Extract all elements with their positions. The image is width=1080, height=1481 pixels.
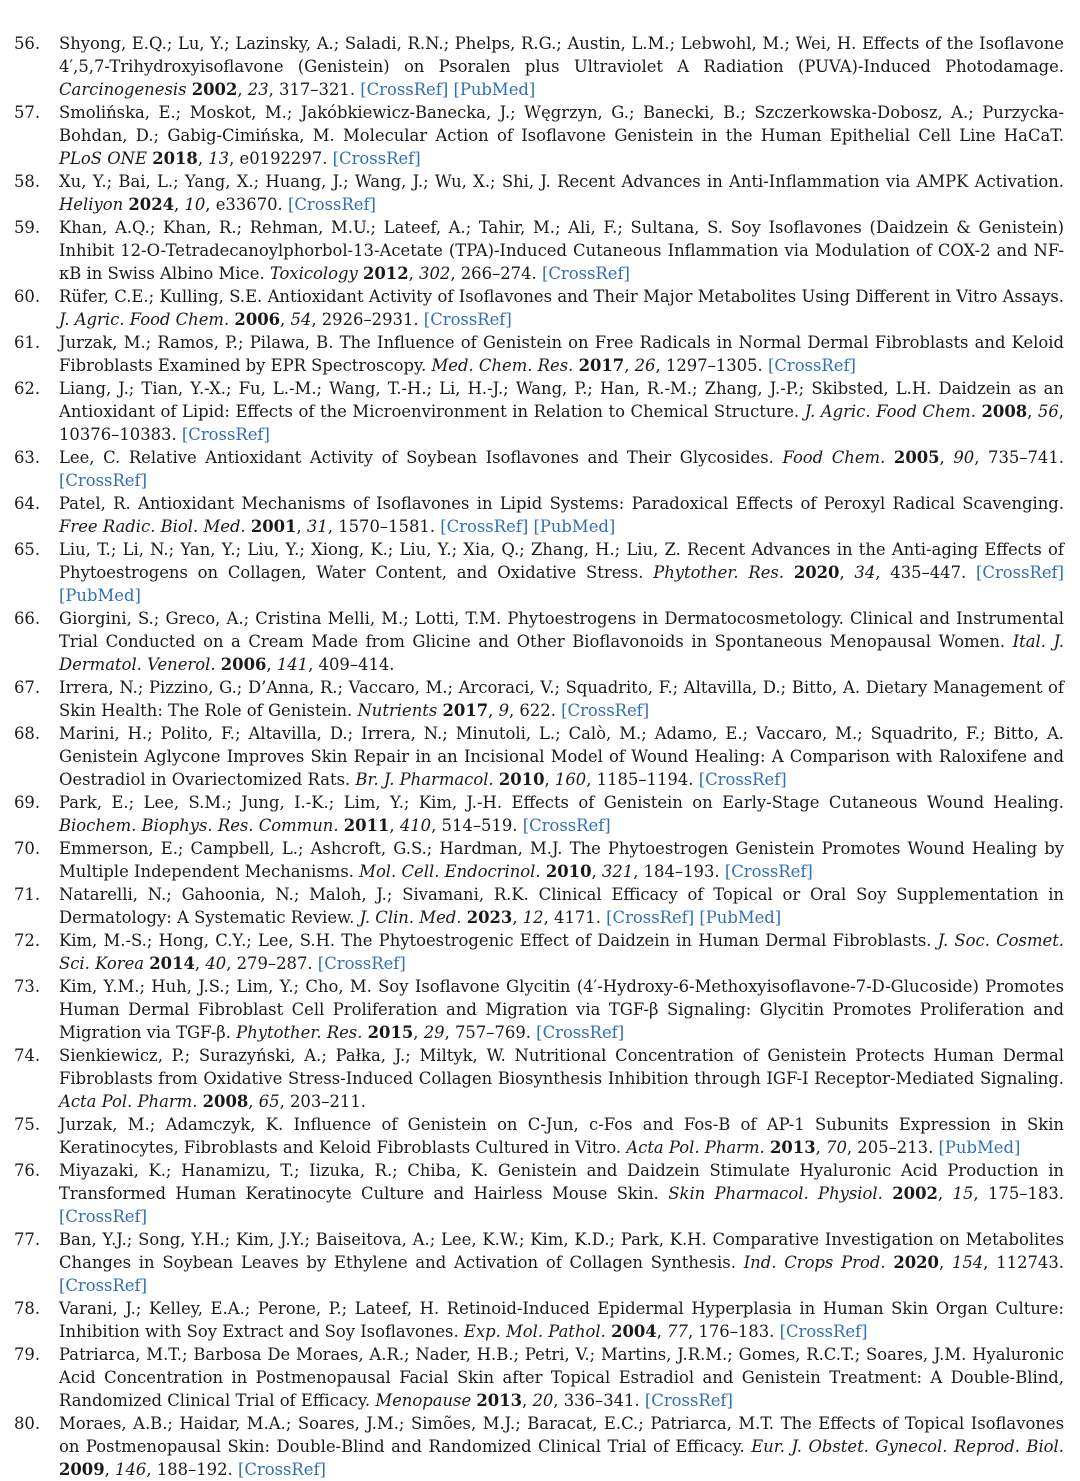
crossref-link[interactable]: [CrossRef]: [360, 80, 449, 99]
reference-text: [883, 1184, 892, 1203]
reference-text: , 266–274.: [450, 264, 542, 283]
journal-name: Carcinogenesis: [59, 80, 187, 99]
publication-year: 2011: [343, 816, 390, 835]
crossref-link[interactable]: [CrossRef]: [779, 1322, 868, 1341]
reference-item: [0, 975, 1080, 1044]
reference-item: [0, 1412, 1080, 1481]
journal-name: Phytother. Res.: [653, 563, 785, 582]
journal-name: Acta Pol. Pharm.: [59, 1092, 198, 1111]
reference-text: [885, 448, 894, 467]
reference-item: [0, 331, 1080, 377]
crossref-link[interactable]: [CrossRef]: [724, 862, 813, 881]
volume: 26: [634, 356, 656, 375]
reference-text: ,: [937, 1184, 953, 1203]
crossref-link[interactable]: [CrossRef]: [440, 517, 529, 536]
crossref-link[interactable]: [CrossRef]: [606, 908, 695, 927]
reference-item: [0, 170, 1080, 216]
volume: 10: [184, 195, 206, 214]
reference-number: 80.: [14, 1414, 41, 1433]
publication-year: 2014: [149, 954, 195, 973]
publication-year: 2020: [793, 563, 840, 582]
reference-text: ,: [522, 1391, 533, 1410]
reference-item: [0, 837, 1080, 883]
reference-text: Lee, C. Relative Antioxidant Activity of Soybean Isoflavones and Their Glycosides.: [59, 448, 783, 467]
volume: 40: [205, 954, 227, 973]
reference-text: , 409–414.: [308, 655, 395, 674]
journal-name: Br. J. Pharmacol.: [355, 770, 494, 789]
reference-number: 58.: [14, 172, 41, 191]
reference-text: ,: [939, 448, 954, 467]
publication-year: 2002: [892, 1184, 938, 1203]
journal-name: J. Agric. Food Chem.: [59, 310, 230, 329]
reference-number: 69.: [14, 793, 41, 812]
volume: 54: [290, 310, 312, 329]
reference-text: , 184–193.: [633, 862, 725, 881]
volume: 34: [854, 563, 876, 582]
reference-item: [0, 607, 1080, 676]
reference-item: [0, 1159, 1080, 1228]
reference-text: Kim, Y.M.; Huh, J.S.; Lim, Y.; Cho, M. Soy Isoflavone Glycitin (4′-Hydroxy-6-Methoxyisoflavone-7-D-Glucoside) Promotes Human Dermal Fibroblast Cell Proliferation and Migration via TGF-β Signaling: Glycitin Promotes Proliferation and Migration via TGF-β.: [59, 977, 1064, 1042]
journal-name: J. Clin. Med.: [359, 908, 462, 927]
pubmed-link[interactable]: [PubMed]: [59, 586, 141, 605]
publication-year: 2004: [611, 1322, 657, 1341]
reference-text: ,: [237, 80, 248, 99]
reference-text: [784, 563, 794, 582]
volume: 65: [258, 1092, 280, 1111]
reference-number: 60.: [14, 287, 41, 306]
publication-year: 2001: [250, 517, 297, 536]
crossref-link[interactable]: [CrossRef]: [287, 195, 376, 214]
reference-number: 59.: [14, 218, 41, 237]
reference-item: [0, 1228, 1080, 1297]
reference-item: [0, 1044, 1080, 1113]
pubmed-link[interactable]: [PubMed]: [699, 908, 782, 927]
reference-text: Varani, J.; Kelley, E.A.; Perone, P.; Lateef, H. Retinoid-Induced Epidermal Hyperplasia in Human Skin Organ Culture: Inhibition with Soy Extract and Soy Isoflavones.: [59, 1299, 1064, 1341]
reference-text: , 10376–10383.: [59, 402, 1064, 444]
reference-text: Liu, T.; Li, N.; Yan, Y.; Liu, Y.; Xiong, K.; Liu, Y.; Xia, Q.; Zhang, H.; Liu, Z. Recent Advances in the Anti-aging Effects of Phytoestrogens on Collagen, Water Content, and Oxidative Stress.: [59, 540, 1064, 582]
reference-text: Emmerson, E.; Campbell, L.; Ashcroft, G.S.; Hardman, M.J. The Phytoestrogen Genistein Promotes Wound Healing by Multiple Independent Mechanisms.: [59, 839, 1064, 881]
crossref-link[interactable]: [CrossRef]: [423, 310, 512, 329]
reference-item: [0, 883, 1080, 929]
reference-item: [0, 791, 1080, 837]
reference-number: 63.: [14, 448, 41, 467]
reference-text: , e33670.: [205, 195, 288, 214]
reference-text: , 112743.: [983, 1253, 1064, 1272]
journal-name: Menopause: [375, 1391, 472, 1410]
reference-text: , 175–183.: [973, 1184, 1064, 1203]
reference-number: 61.: [14, 333, 41, 352]
journal-name: Ital. J. Dermatol. Venerol.: [59, 632, 1064, 674]
reference-text: , 735–741.: [974, 448, 1064, 467]
reference-text: ,: [591, 862, 602, 881]
reference-number: 70.: [14, 839, 41, 858]
reference-item: [0, 538, 1080, 607]
reference-text: ,: [197, 149, 209, 168]
reference-number: 72.: [14, 931, 41, 950]
reference-text: , 1297–1305.: [655, 356, 768, 375]
crossref-link[interactable]: [CrossRef]: [536, 1023, 625, 1042]
publication-year: 2023: [466, 908, 513, 927]
reference-text: ,: [488, 701, 499, 720]
reference-number: 76.: [14, 1161, 41, 1180]
publication-year: 2005: [893, 448, 940, 467]
journal-name: J. Agric. Food Chem.: [804, 402, 976, 421]
reference-text: ,: [512, 908, 523, 927]
publication-year: 2008: [981, 402, 1028, 421]
reference-number: 67.: [14, 678, 41, 697]
publication-year: 2006: [234, 310, 281, 329]
volume: 70: [826, 1138, 847, 1157]
volume: 9: [498, 701, 509, 720]
reference-text: ,: [544, 770, 555, 789]
reference-text: , 4171.: [543, 908, 607, 927]
reference-number: 78.: [14, 1299, 41, 1318]
publication-year: 2018: [152, 149, 198, 168]
reference-item: [0, 722, 1080, 791]
reference-text: Liang, J.; Tian, Y.-X.; Fu, L.-M.; Wang, T.-H.; Li, H.-J.; Wang, P.; Han, R.-M.; Zhang, J.-P.; Skibsted, L.H. Daidzein as an Antioxidant of Lipid: Effects of the Microenvironment in Relation to Chemical Structure.: [59, 379, 1064, 421]
reference-text: ,: [174, 195, 185, 214]
crossref-link[interactable]: [CrossRef]: [59, 1207, 147, 1226]
reference-number: 77.: [14, 1230, 41, 1249]
reference-text: Xu, Y.; Bai, L.; Yang, X.; Huang, J.; Wang, J.; Wu, X.; Shi, J. Recent Advances in Anti-Inflammation via AMPK Activation.: [59, 172, 1064, 191]
reference-text: ,: [656, 1322, 668, 1341]
journal-name: Skin Pharmacol. Physiol.: [668, 1184, 883, 1203]
reference-number: 62.: [14, 379, 41, 398]
reference-list: [0, 32, 1080, 1481]
publication-year: 2010: [498, 770, 545, 789]
reference-text: , 176–183.: [687, 1322, 780, 1341]
crossref-link[interactable]: [CrossRef]: [317, 954, 406, 973]
journal-name: Nutrients: [357, 701, 438, 720]
volume: 141: [276, 655, 309, 674]
journal-name: Ind. Crops Prod.: [743, 1253, 886, 1272]
crossref-link[interactable]: [CrossRef]: [332, 149, 421, 168]
reference-text: , e0192297.: [229, 149, 333, 168]
reference-number: 79.: [14, 1345, 41, 1364]
reference-text: , 1570–1581.: [327, 517, 441, 536]
reference-item: [0, 1343, 1080, 1412]
crossref-link[interactable]: [CrossRef]: [59, 471, 147, 490]
reference-item: [0, 285, 1080, 331]
journal-name: Toxicology: [269, 264, 358, 283]
reference-number: 71.: [14, 885, 41, 904]
journal-name: J. Soc. Cosmet. Sci. Korea: [59, 931, 1064, 973]
reference-text: , 2926–2931.: [311, 310, 424, 329]
reference-text: ,: [408, 264, 420, 283]
volume: 160: [554, 770, 587, 789]
pubmed-link[interactable]: [PubMed]: [533, 517, 616, 536]
reference-text: Park, E.; Lee, S.M.; Jung, I.-K.; Lim, Y.; Kim, J.-H. Effects of Genistein on Early-Stage Cutaneous Wound Healing.: [59, 793, 1064, 812]
crossref-link[interactable]: [CrossRef]: [976, 563, 1064, 582]
volume: 13: [208, 149, 230, 168]
reference-number: 75.: [14, 1115, 41, 1134]
reference-text: , 622.: [509, 701, 562, 720]
volume: 146: [115, 1460, 147, 1479]
reference-text: ,: [624, 356, 635, 375]
pubmed-link[interactable]: [PubMed]: [938, 1138, 1021, 1157]
crossref-link[interactable]: [CrossRef]: [181, 425, 270, 444]
reference-text: , 757–769.: [444, 1023, 537, 1042]
reference-text: Smolińska, E.; Moskot, M.; Jakóbkiewicz-Banecka, J.; Węgrzyn, G.; Banecki, B.; Szczerkowska-Dobosz, A.; Purzycka-Bohdan, D.; Gabig-Cimińska, M. Molecular Action of Isoflavone Genistein in the Human Epithelial Cell Line HaCaT.: [59, 103, 1064, 145]
journal-name: Med. Chem. Res.: [431, 356, 574, 375]
reference-text: ,: [1027, 402, 1038, 421]
volume: 154: [951, 1253, 984, 1272]
reference-text: Kim, M.-S.; Hong, C.Y.; Lee, S.H. The Phytoestrogenic Effect of Daidzein in Human Dermal Fibroblasts.: [59, 931, 938, 950]
reference-item: [0, 32, 1080, 101]
reference-text: ,: [839, 563, 855, 582]
reference-item: [0, 929, 1080, 975]
reference-text: Ban, Y.J.; Song, Y.H.; Kim, J.Y.; Baiseitova, A.; Lee, K.W.; Kim, K.D.; Park, K.H. Comparative Investigation on Metabolites Changes in Soybean Leaves by Ethylene and Activation of Collagen Synthesis.: [59, 1230, 1064, 1272]
publication-year: 2015: [367, 1023, 414, 1042]
reference-text: Marini, H.; Polito, F.; Altavilla, D.; Irrera, N.; Minutoli, L.; Calò, M.; Adamo, E.; Vaccaro, M.; Squadrito, F.; Bitto, A. Genistein Aglycone Improves Skin Repair in an Incisional Model of Wound Healing: A Comparison with Raloxifene and Oestradiol in Ovariectomized Rats.: [59, 724, 1064, 789]
volume: 31: [306, 517, 328, 536]
volume: 29: [423, 1023, 445, 1042]
reference-text: Jurzak, M.; Ramos, P.; Pilawa, B. The Influence of Genistein on Free Radicals in Normal Dermal Fibroblasts and Keloid Fibroblasts Examined by EPR Spectroscopy.: [59, 333, 1064, 375]
reference-text: , 188–192.: [146, 1460, 238, 1479]
volume: 77: [667, 1322, 688, 1341]
reference-text: , 205–213.: [846, 1138, 939, 1157]
reference-text: ,: [104, 1460, 116, 1479]
reference-text: Rüfer, C.E.; Kulling, S.E. Antioxidant Activity of Isoflavones and Their Major Metabolites Using Different in Vitro Assays.: [59, 287, 1064, 306]
reference-text: ,: [296, 517, 307, 536]
reference-item: [0, 101, 1080, 170]
publication-year: 2017: [442, 701, 489, 720]
volume: 12: [522, 908, 544, 927]
journal-name: Free Radic. Biol. Med.: [59, 517, 246, 536]
reference-number: 68.: [14, 724, 41, 743]
reference-text: ,: [280, 310, 291, 329]
crossref-link[interactable]: [CrossRef]: [237, 1460, 326, 1479]
reference-item: [0, 377, 1080, 446]
reference-number: 65.: [14, 540, 41, 559]
journal-name: PLoS ONE: [59, 149, 147, 168]
volume: 410: [399, 816, 432, 835]
reference-text: ,: [389, 816, 400, 835]
reference-item: [0, 1113, 1080, 1159]
reference-text: ,: [194, 954, 206, 973]
volume: 321: [601, 862, 634, 881]
publication-year: 2008: [202, 1092, 249, 1111]
crossref-link[interactable]: [CrossRef]: [698, 770, 787, 789]
reference-item: [0, 446, 1080, 492]
publication-year: 2002: [191, 80, 238, 99]
reference-number: 56.: [14, 34, 41, 53]
reference-text: , 435–447.: [875, 563, 977, 582]
journal-name: Acta Pol. Pharm.: [626, 1138, 765, 1157]
reference-text: Natarelli, N.; Gahoonia, N.; Maloh, J.; Sivamani, R.K. Clinical Efficacy of Topical or Oral Soy Supplementation in Dermatology: A Systematic Review.: [59, 885, 1064, 927]
volume: 23: [247, 80, 269, 99]
journal-name: Biochem. Biophys. Res. Commun.: [59, 816, 339, 835]
reference-text: , 317–321.: [268, 80, 361, 99]
journal-name: Heliyon: [59, 195, 124, 214]
reference-text: , 1185–1194.: [586, 770, 699, 789]
volume: 90: [953, 448, 975, 467]
publication-year: 2006: [220, 655, 267, 674]
volume: 15: [952, 1184, 974, 1203]
volume: 56: [1037, 402, 1059, 421]
journal-name: Phytother. Res.: [236, 1023, 363, 1042]
volume: 302: [419, 264, 451, 283]
publication-year: 2013: [476, 1391, 523, 1410]
crossref-link[interactable]: [CrossRef]: [541, 264, 630, 283]
reference-text: ,: [938, 1253, 952, 1272]
publication-year: 2017: [578, 356, 625, 375]
crossref-link[interactable]: [CrossRef]: [644, 1391, 733, 1410]
reference-text: Patriarca, M.T.; Barbosa De Moraes, A.R.; Nader, H.B.; Petri, V.; Martins, J.R.M.; Gomes, R.C.T.; Soares, J.M. Hyaluronic Acid Concentration in Postmenopausal Facial Skin after Topical Estradiol and Genistein Treatment: A Double-Blind, Randomized Clinical Trial of Efficacy.: [59, 1345, 1064, 1410]
reference-item: [0, 492, 1080, 538]
journal-name: Mol. Cell. Endocrinol.: [359, 862, 541, 881]
reference-text: ,: [815, 1138, 827, 1157]
reference-text: ,: [413, 1023, 424, 1042]
publication-year: 2020: [893, 1253, 939, 1272]
journal-name: Exp. Mol. Pathol.: [463, 1322, 606, 1341]
publication-year: 2010: [545, 862, 592, 881]
publication-year: 2024: [128, 195, 175, 214]
reference-text: , 203–211.: [279, 1092, 366, 1111]
reference-text: Moraes, A.B.; Haidar, M.A.; Soares, J.M.; Simões, M.J.; Baracat, E.C.; Patriarca, M.T. The Effects of Topical Isoflavones on Postmenopausal Skin: Double-Blind and Randomized Clinical Trial of Efficacy.: [59, 1414, 1064, 1456]
reference-number: 66.: [14, 609, 41, 628]
reference-text: Giorgini, S.; Greco, A.; Cristina Melli, M.; Lotti, T.M. Phytoestrogens in Dermatocosmetology. Clinical and Instrumental Trial Conducted on a Cream Made from Glicine and Other Bioflavonoids in Spontaneous Menopausal Women.: [59, 609, 1064, 651]
publication-year: 2013: [769, 1138, 816, 1157]
reference-item: [0, 676, 1080, 722]
crossref-link[interactable]: [CrossRef]: [522, 816, 611, 835]
reference-text: , 279–287.: [226, 954, 318, 973]
pubmed-link[interactable]: [PubMed]: [453, 80, 536, 99]
journal-name: Food Chem.: [782, 448, 886, 467]
reference-text: Shyong, E.Q.; Lu, Y.; Lazinsky, A.; Saladi, R.N.; Phelps, R.G.; Austin, L.M.; Lebwohl, M.; Wei, H. Effects of the Isoflavone 4′,5,7-Trihydroxyisoflavone (Genistein) on Psoralen plus Ultraviolet A Radiation (PUVA)-Induced Photodamage.: [59, 34, 1064, 76]
reference-text: Sienkiewicz, P.; Surazyński, A.; Pałka, J.; Miltyk, W. Nutritional Concentration of Genistein Protects Human Dermal Fibroblasts from Oxidative Stress-Induced Collagen Biosynthesis Inhibition through IGF-I Receptor-Mediated Signaling.: [59, 1046, 1064, 1088]
reference-item: [0, 1297, 1080, 1343]
publication-year: 2012: [362, 264, 409, 283]
journal-name: Eur. J. Obstet. Gynecol. Reprod. Biol.: [751, 1437, 1065, 1456]
reference-number: 73.: [14, 977, 41, 996]
reference-text: Irrera, N.; Pizzino, G.; D’Anna, R.; Vaccaro, M.; Arcoraci, V.; Squadrito, F.; Altavilla, D.; Bitto, A. Dietary Management of Skin Health: The Role of Genistein.: [59, 678, 1064, 720]
reference-text: Khan, A.Q.; Khan, R.; Rehman, M.U.; Lateef, A.; Tahir, M.; Ali, F.; Sultana, S. Soy Isoflavones (Daidzein & Genistein) Inhibit 12-O-Tetradecanoylphorbol-13-Acetate (TPA)-Induced Cutaneous Inflammation via Modulation of COX-2 and NF-κB in Swiss Albino Mice.: [59, 218, 1064, 283]
volume: 20: [532, 1391, 554, 1410]
reference-number: 57.: [14, 103, 41, 122]
reference-number: 74.: [14, 1046, 41, 1065]
reference-text: Jurzak, M.; Adamczyk, K. Influence of Genistein on C-Jun, c-Fos and Fos-B of AP-1 Subunits Expression in Skin Keratinocytes, Fibroblasts and Keloid Fibroblasts Cultured in Vitro.: [59, 1115, 1064, 1157]
reference-text: ,: [248, 1092, 259, 1111]
publication-year: 2009: [59, 1460, 105, 1479]
reference-text: Miyazaki, K.; Hanamizu, T.; Iizuka, R.; Chiba, K. Genistein and Daidzein Stimulate Hyaluronic Acid Production in Transformed Human Keratinocyte Culture and Hairless Mouse Skin.: [59, 1161, 1064, 1203]
crossref-link[interactable]: [CrossRef]: [767, 356, 856, 375]
reference-text: ,: [266, 655, 277, 674]
reference-text: , 514–519.: [431, 816, 523, 835]
reference-text: , 336–341.: [553, 1391, 645, 1410]
reference-item: [0, 216, 1080, 285]
reference-number: 64.: [14, 494, 41, 513]
crossref-link[interactable]: [CrossRef]: [561, 701, 650, 720]
crossref-link[interactable]: [CrossRef]: [59, 1276, 147, 1295]
reference-text: Patel, R. Antioxidant Mechanisms of Isoflavones in Lipid Systems: Paradoxical Effects of Peroxyl Radical Scavenging.: [59, 494, 1064, 513]
